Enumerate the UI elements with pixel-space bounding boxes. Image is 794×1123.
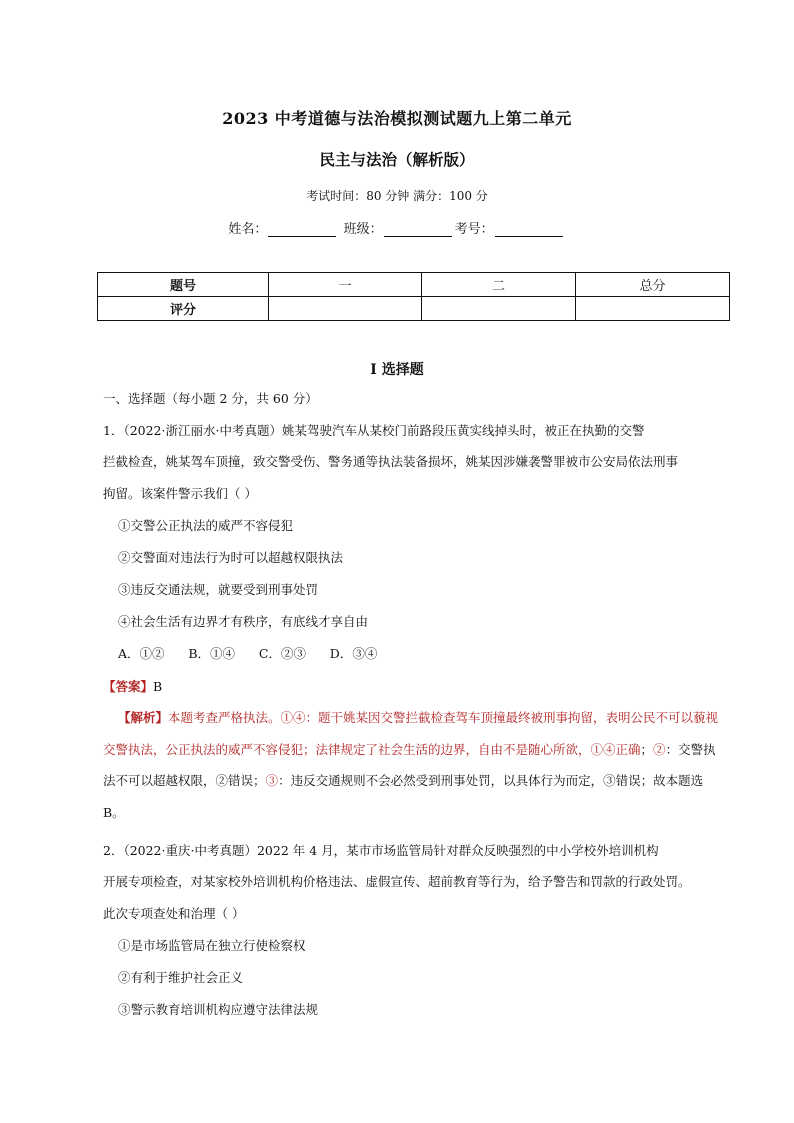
score-table-row: [98, 297, 730, 321]
analysis-text: ②错误: [215, 773, 254, 788]
score-cell-blank[interactable]: [576, 297, 730, 321]
analysis-tag: 【解析】: [118, 710, 169, 725]
student-info-row: [0, 218, 794, 237]
score-table: [97, 272, 730, 321]
score-table-cell: 一: [269, 273, 422, 297]
q2-stem-line: 开展专项检查，对某家校外培训机构价格违法、虚假宣传、超前教育等行为，给予警告和罚款的行政处罚。: [103, 874, 691, 889]
analysis-text: ：违反交通规则不会必然受到刑事处罚，以具体行为而定，: [278, 773, 604, 788]
analysis-text: ；: [640, 741, 654, 757]
analysis-text: ；故本题选 B。: [103, 773, 704, 820]
q1-option: ①交警公正执法的威严不容侵犯: [118, 518, 294, 533]
section-title: I 选择题: [370, 362, 424, 378]
q2-stem-line: 2．（2022·重庆·中考真题）2022 年 4 月，某市市场监管局针对群众反映强烈的中小学校外培训机构: [103, 843, 659, 858]
q2-option: ①是市场监管局在独立行使检察权: [118, 938, 306, 953]
q1-choices: A．①② B．①④ C．②③ D．③④: [118, 646, 378, 661]
q1-option: ③违反交通法规，就要受到刑事处罚: [118, 582, 319, 597]
analysis-text: ：交警执法不可以超越权限，: [103, 741, 716, 788]
name-label: 姓名：: [228, 222, 268, 237]
analysis-text: 本题考查严格执法。: [168, 710, 281, 725]
score-table-cell: 评分: [98, 297, 269, 321]
score-table-cell: 总分: [576, 273, 730, 297]
analysis-text: 题干姚某因交警拦截检查驾车顶撞最终被刑事拘留，表明公民不可以藐视交警执法，公正执法的威严不容侵犯；法律规定了社会生活的边界，自由不是随心所欲，: [103, 710, 719, 757]
exam-meta: 考试时间：80 分钟 满分：100 分: [306, 189, 488, 203]
q1-option: ②交警面对违法行为时可以超越权限执法: [118, 550, 344, 565]
analysis-text: ③错误: [603, 773, 641, 788]
score-cell-blank[interactable]: [422, 297, 576, 321]
analysis-text: ①④正确: [590, 741, 641, 757]
number-blank[interactable]: [495, 223, 563, 237]
analysis-text: ；: [253, 773, 266, 788]
q1-answer: [103, 677, 162, 695]
q1-option: ④社会生活有边界才有秩序，有底线才享自由: [118, 614, 369, 629]
part-intro: 一、选择题（每小题 2 分，共 60 分）: [103, 391, 318, 406]
answer-tag: 【答案】: [103, 679, 154, 694]
score-table-cell: 二: [422, 273, 576, 297]
class-blank[interactable]: [384, 223, 452, 237]
answer-value: B: [153, 679, 163, 694]
analysis-text: ①④：: [280, 710, 319, 725]
q1-stem-line: 拦截检查，姚某驾车顶撞，致交警受伤、警务通等执法装备损坏，姚某因涉嫌袭警罪被市公安局依法刑事: [103, 454, 679, 469]
q1-stem-line: 1．（2022·浙江丽水·中考真题）姚某驾驶汽车从某校门前路段压黄实线掉头时，被正在执勤的交警: [103, 423, 645, 438]
q2-option: ③警示教育培训机构应遵守法律法规: [118, 1002, 319, 1017]
analysis-text: ②: [653, 741, 666, 757]
analysis-text: ③: [265, 773, 279, 788]
q1-analysis: [103, 702, 725, 828]
number-label: 考号：: [454, 222, 494, 237]
score-table-row: [98, 273, 730, 297]
score-cell-blank[interactable]: [269, 297, 422, 321]
score-table-cell: 题号: [98, 273, 269, 297]
exam-title: 2023 中考道德与法治模拟测试题九上第二单元: [222, 109, 572, 128]
q2-stem-line: 此次专项查处和治理（ ）: [103, 906, 245, 921]
q2-option: ②有利于维护社会正义: [118, 970, 244, 985]
class-label: 班级：: [343, 222, 383, 237]
q1-stem-line: 拘留。该案件警示我们（ ）: [103, 486, 257, 501]
name-blank[interactable]: [268, 223, 336, 237]
exam-subtitle: 民主与法治（解析版）: [319, 150, 475, 169]
